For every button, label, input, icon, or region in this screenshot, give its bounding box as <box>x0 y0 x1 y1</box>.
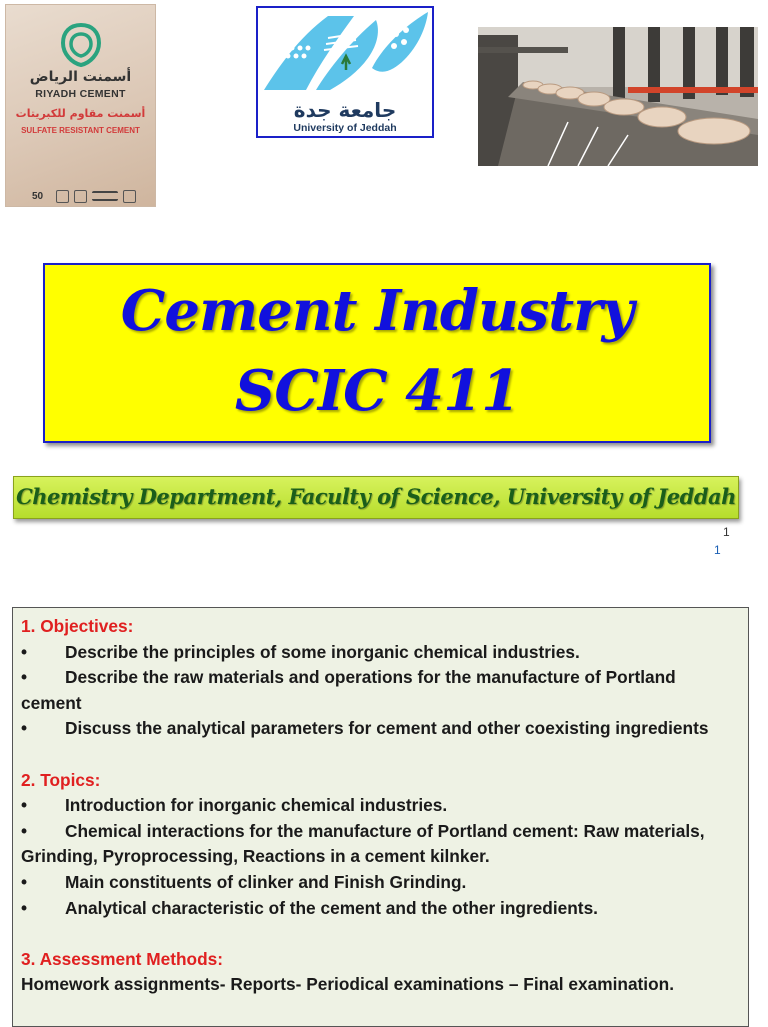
university-emblem-icon <box>258 8 432 98</box>
topic-item: • Introduction for inorganic chemical industries. <box>21 793 740 819</box>
department-text: Chemistry Department, Faculty of Science, University of Jeddah <box>16 484 736 509</box>
course-description-box <box>12 607 749 1027</box>
bag-english-type: SULFATE RESISTANT CEMENT <box>21 126 140 135</box>
objectives-heading: 1. Objectives: <box>21 616 134 636</box>
riyadh-cement-logo-icon <box>60 23 102 67</box>
spacer <box>21 921 740 947</box>
bullet: • <box>21 718 28 739</box>
arrow-badge-icon <box>123 190 136 203</box>
objective-item: • Describe the principles of some inorganic chemical industries. <box>21 640 740 666</box>
bag-english-brand: RIYADH CEMENT <box>35 88 126 100</box>
made-in-saudi-icon <box>92 191 118 201</box>
university-english-name: University of Jeddah <box>293 122 397 134</box>
objective-item: • Discuss the analytical parameters for cement and other coexisting ingredients <box>21 716 740 742</box>
badge-icon <box>74 190 87 203</box>
objective-item: • Describe the raw materials and operations for the manufacture of Portland cement <box>21 667 676 713</box>
bullet: • <box>21 897 28 918</box>
bag-badges <box>56 189 146 203</box>
topics-heading: 2. Topics: <box>21 769 101 790</box>
title-box <box>43 263 711 443</box>
university-logo <box>256 6 434 138</box>
topic-item: • Main constituents of clinker and Finish Grinding. <box>21 870 740 896</box>
conveyor-belt-icon <box>478 27 758 166</box>
bag-weight: 50 <box>32 191 44 202</box>
department-banner <box>13 476 739 519</box>
topic-item: • Chemical interactions for the manufacture of Portland cement: Raw materials, Grinding, Pyroprocessing, Reactions in a cement kilnker. <box>21 820 705 867</box>
course-code: SCIC 411 <box>234 358 520 424</box>
assessment-text: Homework assignments- Reports- Periodical examinations – Final examination. <box>21 974 675 995</box>
topic-item: • Analytical characteristic of the cement and the other ingredients. <box>21 896 740 922</box>
bullet: • <box>21 795 28 816</box>
page-number: 1 <box>714 543 721 557</box>
spacer <box>21 742 740 768</box>
bullet: • <box>21 641 28 662</box>
assessment-heading: 3. Assessment Methods: <box>21 948 223 969</box>
bullet: • <box>21 820 28 841</box>
bag-arabic-brand: أسمنت الرياض <box>29 69 132 85</box>
course-title: Cement Industry <box>120 278 634 344</box>
badge-icon <box>56 190 69 203</box>
page-number: 1 <box>723 525 730 539</box>
bullet: • <box>21 871 28 892</box>
factory-conveyor-photo <box>478 27 758 166</box>
cement-bag-image <box>5 4 156 207</box>
bullet: • <box>21 667 28 688</box>
university-arabic-name: جامعة جدة <box>293 98 397 122</box>
bag-arabic-type: أسمنت مقاوم للكبريتات <box>15 107 146 120</box>
